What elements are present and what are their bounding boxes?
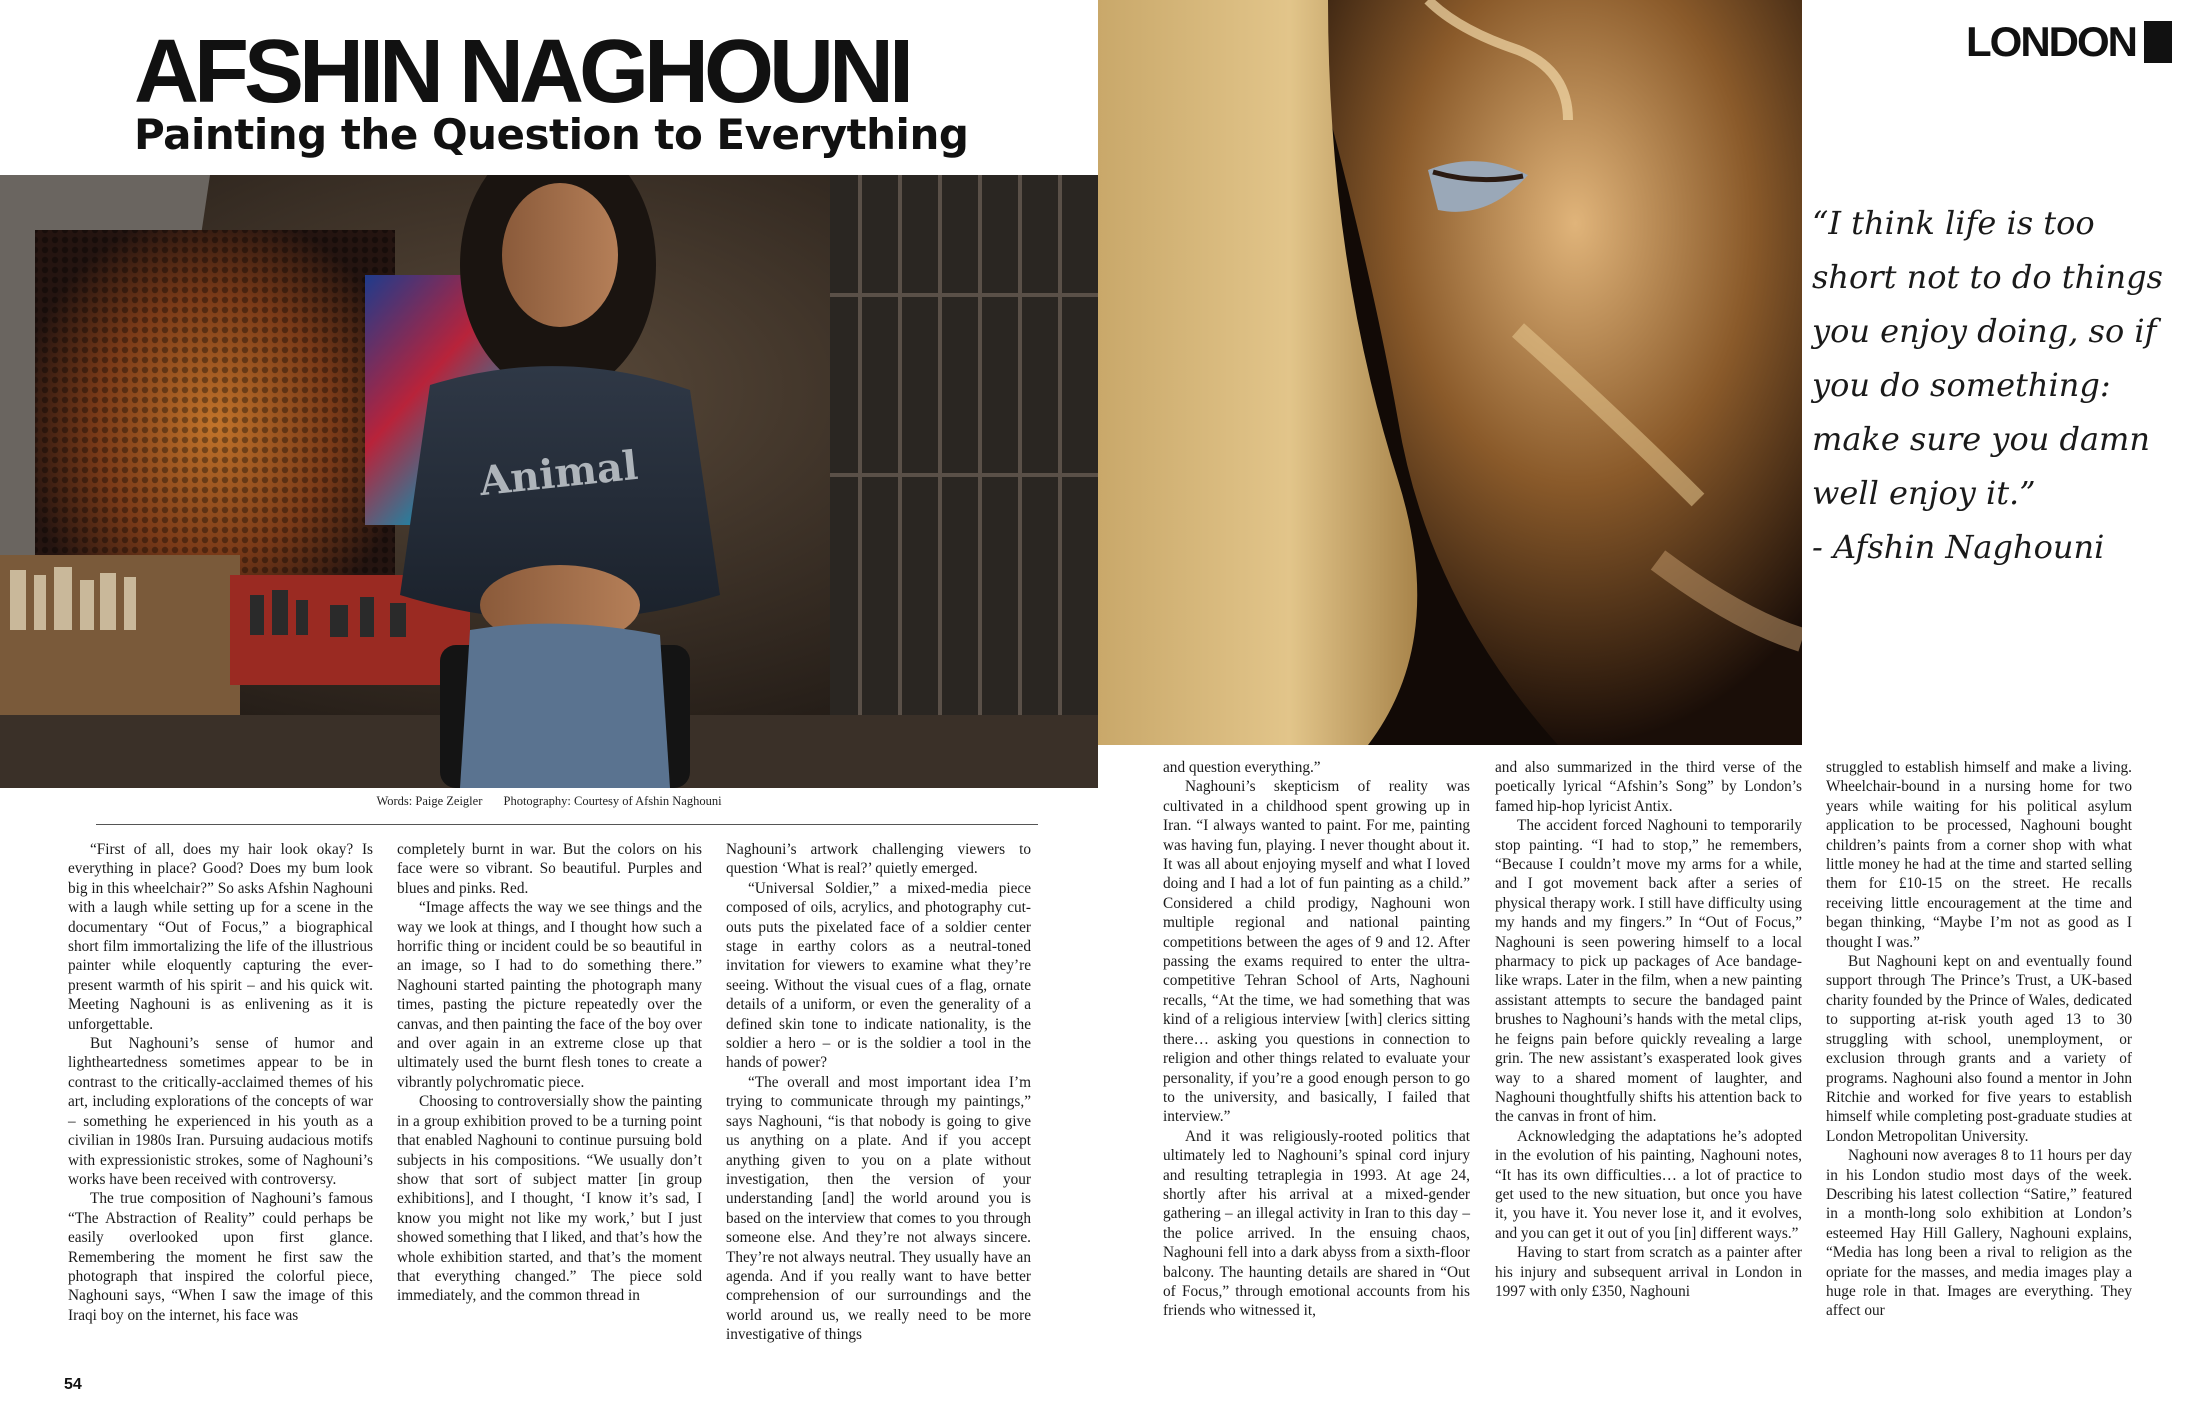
article-paragraph: “Image affects the way we see things and the way we look at things, and I thought how such a horrific thing or incident could be so beautiful in an image, so I had to do something there.” Naghouni started painting the photograph many times, pasting the picture repeatedly over the canvas, and then painting the face of the boy over and over again in an extreme close up that ultimately used the burnt flesh tones to create a vibrantly polychromatic piece. [397,899,702,1091]
article-column-4 [1163,758,1470,1321]
credit-photography: Photography: Courtesy of Afshin Naghouni [503,794,722,808]
article-paragraph: Acknowledging the adaptations he’s adopted in the evolution of his painting, Naghouni notes, “It has its own difficulties… a lot of practice to get used to the new situation, but once you have it, you have it. You never lose it, and it evolves, and you can get it out of you [in] different ways.” [1495,1127,1802,1242]
page-number: 54 [64,1376,82,1393]
article-subtitle: Painting the Question to Everything [134,110,969,159]
article-paragraph: “The overall and most important idea I’m trying to communicate through my paintings,” says Naghouni, “is that nobody is going to give us anything on a plate. And if you accept anything given to you on a plate without investigation, then the version of your understanding [and] the world around you is based on the interview that comes to you through someone else. And they’re not always sincere. They’re not always neutral. They usually have an agenda. And if you really want to have better comprehension of our surroundings and the world around us, we really need to be more investigative of things [726,1073,1031,1344]
article-paragraph: But Naghouni kept on and eventually found support through The Prince’s Trust, a UK-based charity founded by the Prince of Wales, dedicated to supporting at-risk youth aged 13 to 30 struggling with school, unemployment, or exclusion through grants and a variety of programs. Naghouni also found a mentor in John Ritchie and worked for five years to establish himself while completing post-graduate studies at London Metropolitan University. [1826,953,2132,1145]
article-paragraph: Naghouni’s artwork challenging viewers to question ‘What is real?’ quietly emerged. [726,841,1031,878]
article-paragraph: Naghouni’s skepticism of reality was cultivated in a childhood spent growing up in Iran. “I always wanted to paint. For me, painting was having fun, playing. I never thought about it. It was all about enjoying myself and what I loved doing and I had a lot of fun painting as a child.” Considered a child prodigy, Naghouni won multiple regional and national painting competitions between the ages of 9 and 12. After passing the exams required to enter the ultra-competitive Tehran School of Arts, Naghouni recalls, “At the time, we had something that was kind of a religious interview [with] clerics sitting there… asking you questions in connection to religion and other things related to evaluate your personality, if you’re a good enough person to go to the university, and basically, I failed that interview.” [1163,778,1470,1126]
article-column-5 [1495,758,1802,1301]
article-paragraph: struggled to establish himself and make a living. Wheelchair-bound in a nursing home for two years while waiting for his political asylum application to be processed, Naghouni bought children’s paints from a corner shop with what little money he had at the time and started selling them for £10-15 on the street. He recalls receiving little encouragement at the time and began thinking, “Maybe I’m not as good as I thought I was.” [1826,759,2132,951]
article-column-1 [68,840,373,1325]
pull-quote-text: “I think life is too short not to do things you enjoy doing, so if you do something: make sure you damn well enjoy it.” [1812,204,2163,512]
article-paragraph: And it was religiously-rooted politics that ultimately led to Naghouni’s spinal cord injury and resulting tetraplegia in 1993. At age 24, shortly after his arrival at a mixed-gender gathering – an illegal activity in Iran to this day – the police arrived. In the ensuing chaos, Naghouni fell into a dark abyss from a sixth-floor balcony. The haunting details are shared in “Out of Focus,” through emotional accounts from his friends who witnessed it, [1163,1127,1470,1320]
article-paragraph: “Universal Soldier,” a mixed-media piece composed of oils, acrylics, and photography cut-outs puts the pixelated face of a soldier center stage in earthy colors as a neutral-toned invitation for viewers to examine what they’re seeing. Without the visual cues of a flag, ornate details of a uniform, or even the generality of a defined skin tone to indicate nationality, is the soldier a hero – or is the soldier a tool in the hands of power? [726,879,1031,1072]
article-paragraph: “First of all, does my hair look okay? Is everything in place? Good? Does my bum look big in this wheelchair?” So asks Afshin Naghouni with a laugh while setting up for a scene in the documentary “Out of Focus,” a biographical short film immortalizing the life of the illustrious painter while eloquently capturing the ever-present warmth of his spirit – and his quick wit. Meeting Naghouni is as enlivening as it is unforgettable. [68,841,373,1033]
shirt-print: Animal [477,441,640,506]
article-column-6 [1826,758,2132,1321]
pull-quote [1812,196,2182,574]
article-paragraph: and also summarized in the third verse of the poetically lyrical “Afshin’s Song” by London’s famed hip-hop lyricist Antix. [1495,759,1802,815]
section-label [1966,16,2172,68]
section-label-block [2144,21,2172,63]
artist-studio-photo [0,175,1098,788]
article-paragraph: Choosing to controversially show the painting in a group exhibition proved to be a turning point that enabled Naghouni to continue pursuing bold subjects in his compositions. “We usually don’t show that sort of subject matter [in group exhibitions], and I thought, ‘I know it’s sad, I know you might not like my work,’ but I just showed something that I liked, and that’s how the whole exhibition started, and that’s the moment that everything changed.” The piece sold immediately, and the common thread in [397,1093,702,1305]
photo-credits [0,794,1098,809]
credit-words: Words: Paige Zeigler [376,794,483,808]
divider-rule [96,824,1038,825]
article-paragraph: Naghouni now averages 8 to 11 hours per day in his London studio most days of the week. Describing his latest collection “Satire,” featured in a month-long solo exhibition at London’s esteemed Hay Hill Gallery, Naghouni explains, “Media has long been a rival to religion as the opriate for the masses, and media images play a huge role in that. Images are everything. They affect our [1826,1147,2132,1320]
article-title: AFSHIN NAGHOUNI [134,22,909,122]
article-paragraph: The accident forced Naghouni to temporarily stop painting. “I had to stop,” he remembers, “Because I couldn’t move my arms for a while, and I got movement back after a series of physical therapy work. I still have difficulty using my hands and my fingers.” In “Out of Focus,” Naghouni is seen powering himself to a local pharmacy to pick up packages of Ace bandage-like wraps. Later in the film, when a new painting assistant attempts to secure the bandaged paint brushes to Naghouni’s hands with the metal clips, he feigns pain before quickly revealing a large grin. The new assistant’s exasperated look gives way to a shared moment of laughter, and Naghouni thoughtfully shifts his attention back to the canvas in front of him. [1495,817,1802,1126]
article-paragraph: and question everything.” [1163,759,1321,776]
article-paragraph: Having to start from scratch as a painter after his injury and subsequent arrival in London in 1997 with only £350, Naghouni [1495,1244,1802,1300]
portrait-painting [1098,0,1802,745]
pull-quote-attribution: - Afshin Naghouni [1812,528,2105,566]
section-label-text: LONDON [1966,18,2136,65]
article-column-3 [726,840,1031,1345]
article-paragraph: But Naghouni’s sense of humor and lightheartedness sometimes appear to be in contrast to the critically-acclaimed themes of his art, including explorations of the concepts of war – something he experienced in his youth as a civilian in 1980s Iran. Pursuing audacious motifs with expressionistic strokes, some of Naghouni’s works have been received with controversy. [68,1035,373,1188]
article-paragraph: The true composition of Naghouni’s famous “The Abstraction of Reality” could perhaps be easily overlooked upon first glance. Remembering the moment he first saw the photograph that inspired the colorful piece, Naghouni says, “When I saw the image of this Iraqi boy on the internet, his face was [68,1190,373,1324]
article-column-2 [397,840,702,1306]
article-paragraph: completely burnt in war. But the colors on his face were so vibrant. So beautiful. Purples and blues and pinks. Red. [397,841,702,897]
